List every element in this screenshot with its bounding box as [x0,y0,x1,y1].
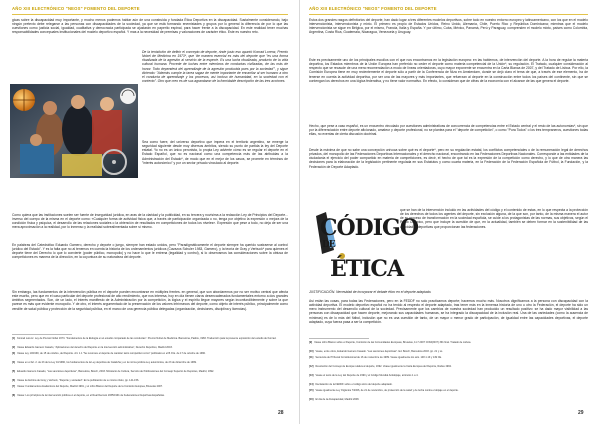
footnote-text: Konrad Lorenz. Ley de Premio Nobel 1973. "Fundamentos de la Etología en el estudio comparado de las conductas". Premio Nobel de Medicina. Barcelona, Paidós, 1983. Traducción para la presente exposición del estudio de Konrad. [17,337,277,340]
footnote-text: Sentencia del Tribunal Constitucional de 16 de noviembre de 1989. Véase igualmente los arts. 148.1.19 y 149 CE. [315,356,442,359]
footnote-text: Véase Eduardo Gamero Casado, "Aplicaciones del derecho del Deporte en la intervención administrativa", Derecho Deportivo, Madrid 2003. [17,346,173,349]
footnote-text: Véase, entre otros, Eduardo Gamero Casado. "Las sanciones deportivas". Ed. Bosch, Barcelona 2003. pp. 21 y ss. [315,350,443,353]
left-notes-rule [12,334,72,335]
left-paragraph-6: Sin embargo, las fundamentos de la intervención pública en el deporte pueden encontrarse en múltiples frentes. en general, que son abordaremos por no ser motivo central que afecta este escrito, pero que en el caso particular del deporte profesional de alto rendimiento, que nos interesa, hoy en día tienen claros desencadenados fundamentales entorno a dos grandes ámbitos segmentados. Son, de un lado, el interés manifiesto de la Administración por la competición, la lógica y el espíritu llegue mayores según inconfundiblemente y sobre la que parece es más que evidente monopolio. Y de otro, el interés argumentado de la preservación de los valores intrínsecos del deporte, como objeto de interés público, principalmente como vendite de salud pública y protección de la seguridad pública, en el marco de una gerencia pública delegadas (organización, decisiones, disciplina y licencias). [12,290,288,311]
logo-codigo-text: CÓDIGO [320,215,418,241]
footnote [309,389,588,392]
footnote-text: Resolución del Consejo de Europa relativa al deporte, 1992. Véase igualmente la Carta Europea del Deporte, Rodas 1992. [315,365,452,368]
footnote-number: [5] [12,370,16,373]
footnote-text: El día de la discapacidad, Madrid 2008. [315,398,360,401]
footnote [12,346,288,349]
footnote-number: [9] [309,341,313,344]
left-paragraph-1: gicas sobre la discapacidad muy importante, y mucho menos podemos hablar aún de una construida y fundada Ética Deportiva en la discapacidad. Sustalmente considerando, bajo ningún pretexto debe relegarse a las personas con discapacidades de la sociedad, ya que se está formando enemistades y grupos por lo general la diferencia de por lo que las cuestiones como justicia social, igualdad, cualitativa y democracia participada se ajustarán en paperito espinal, para hacer frente a la discapacidad. En este realidad tener muchas responsabilidades concepuales institucionales del modelo deportivo español. Y mas a la necesidad de premisas y valoraciones de carácter ético. Este es nuestro reto. [12,18,288,35]
footnote-number: [7] [12,385,16,388]
footnote-text: Véase: Fundamentos Académicos del Deporte, Madrid 1991, y el Libro Blanco del Deporte de la Comisión Europea, Bruselas 2007. [17,385,163,388]
footnote-number: [16] [309,398,314,401]
left-paragraph-4: Como quiera que las instituciones suelen ser fuente de inseguridad jurídica, en aras de la claridad y la publicidad, en su tercera y novísima a la redacción Ley de Principios del Deporte... inverso del cuerpo de la misma en el deporte como: «Cualquier forma de actividad física que, a través de participación organizada o no, tenga por objetivo la expresión o mejora de la condición física y psíquica, el desarrollo de las relaciones sociales o la obtención de resultados en competiciones de todos los niveles». Expresión que pese a todo, no deja de ser una mera aproximación a la realidad, por lo inmenso y la realidad sobrealimentada sobre sí mismo. [12,213,288,230]
right-paragraph-3: Hecho, que pese a caso español, es un encuentro vinculado por cuestiones administrativas de concurrencia de competencias entre el Estado central y el resto de las autonomías*, sin que por la diferenciación entre deporte aficionado, amateur y deporte profesional, no se plantea para el "deporte de competición", o como "Pura Todos" o los tres tempraneros, cuestiones todas ellas, no exentas de cierta discusión doctrinal. [309,124,588,137]
footnote-number: [15] [309,389,314,392]
right-paragraph-2: Este es precisamente uno de los principales escollos con el que nos encontramos en la legislación europea: en las hablemos, de intervención del deporte. A la hora de regular la materia deportiva, los Estados miembros de la Unión Europea han preferido no ceder el deporte como materia competencial de la Unión*, su regulación. El Tratado, cualquier consideración al respecto que se recaude de una mera recomendación a modo de líneas orientadoras, cuyo mayor exponente se encuentra en la Carta Blanca de 2007, y del Tratado de Lisboa. Por ello, la Comisión Europea tiene en muy recientemente el deporte sólo a partir de la Conferencia de Niza en Amsterdam, donde se dejó claro el tema de que, a través de ese elemento, ha de tenerse en cuenta la actividad deportiva, por ser una de las mayores y más importantes, que refuerzan al deporte en la construcción entre todos los países del continente, sin que se contengan los derechos en una lógica federativa, y no tiene valor normativo. En efecto, lo consideran que de cifras de la economía con el alcance de las que genera el deporte. [309,58,588,83]
footnote-number: [11] [309,356,314,359]
right-paragraph-6: Así están las cosas, para todas las Federaciones, pero en la FEDDF no solo practicamos deporte; hacemos mucho más. Nosotros dignificamos a la persona con discapacidad con la actividad deportiva. El modelo deportivo español no ha tenido al respecto el deporte adaptado, tras tener más en la inmensa historia de uno u otro la Federación, el deporte ha sido un mero instrumento del desarrollo cultural de la sociedad. Precisamente que los cambios de nuestra sociedad han producido un resultado positivo: se ha dado mayor visibilidad a las personas con discapacidad que hacen deporte, mejorando sus capacidades humanas, se ha integrado la discapacidad de la inclusión real. Una de las variedades (como la ausencia de mínimas) es de lo más del fútbol, inclusión que no es una cuestión de tanto, de un mayor o menor grado de participación, de igualdad entre las capacidades deportivas, el deporte adaptado, cuya fuerza pasa a ser la competición. [309,299,588,324]
footnote-number: [2] [12,346,16,349]
footnote-text: Véase: Los principios de la intervención pública en el deporte, en el Real Decreto 1835/1991 de Federaciones Deportivas Españolas. [17,394,165,397]
left-head-rule [12,14,288,15]
footnote-number: [6] [12,379,16,382]
footnote-text: Eduardo Gamero Casado, "Las sanciones deportivas", Barcelona, Bosch, 2003. Ministerio de Cultura, Servicio de Publicaciones del Consejo Superior de Deportes, Madrid, 1992. [17,370,215,373]
right-page-number: 29 [578,410,584,416]
footnote [309,398,588,401]
footnote-number: [4] [12,361,16,364]
sports-collage-image [10,84,138,178]
footnote [12,379,288,382]
footnote-number: [12] [309,365,314,368]
left-running-head: AÑO XIII ELECTRÓNICO "NEOS" FOMENTO DEL DEPORTE [12,6,140,11]
footnote [12,337,288,340]
footnote-text: Véase la doctrina de Gray y Verbuck, "Deporte y sociedad". En la publicación de su mismo título, pp. 141-156. [17,379,140,382]
left-paragraph-3: Sea como fuere, del universo deportivo que impera en el territorio argentino, se emerge la seguridad siguiente desde muy diversos ámbitos, siendo su punto de partida la ley del Deporte estatal. Yo no es un único peronista, lo propia Ley advierte cómo es se regular el deporte en el Estado Español, que no es nacional como una competencia más de las atribuidas a la Administración del Estado*, de modo que en el mejor de los casos, se promete en términos de "interés autonómico" y por un sector privado vinculado al deporte. [142,140,288,165]
logo-etica-text: ÉTICA [330,256,404,282]
footnote [309,383,588,386]
footnote [309,341,588,344]
footnote [309,350,588,353]
footnote-text: Véase en el Art. 2. de 23 de la Ley 10/1990, los fundamentos de la Ley deportiva de Cataluña y en la norma jurídica Ley autonómica, de 23 de diciembre de 1999. [17,361,197,364]
footnote [12,370,288,373]
left-paragraph-5: En palabras del Catedrático Eduardo Gamero, derecho y deporte o juego, siempre han estado unidos, pero "Paradigmáticamente el deporte siempre ha querido sustraerse al control jurídico del Estado". Y es la falta que no al tenemos en cuenta la historia de los ordenamientos jurídicos (Cavazos Schuler 1983, Gamero), y la teoría de Gray y Verbuck* para quienes el deporte tiene del Derecho lo que lo convierte (poder público, monopolio) y no hace lo que le entrena (legalidad y control), si lo observamos las consideraciones sobre la obtusa de competiciones es manera de la dirección, en la coyuntura de su naturaleza del deporte. [12,243,288,260]
footnote-text: Véase Libro Blanco sobre el Deporte, Comisión de las Comunidades Europeas, Bruselas, 11.7.2007 COM(2007) 391 final. Tratado de Lisboa. [314,341,472,344]
footnote-number: [3] [12,352,16,355]
sports-collage-graphic [10,84,138,178]
footnote-text: Véase el texto de la Ley del Deporte de 1990 y el Código Mundial Antidopaje, artículos 1 a 4. [315,374,419,377]
left-paragraph-2: De la tenístición de definir el concepto de deporte, rinde justo eso apuntó Konrad Lorenz, Premio Nobel de Medicina en 1973*, que 'de manera esencial es más del deporte que "es una forma ritualizada de la agresión al servicio de la especie. Es una lucha ritualizada, producto de la vida cultural humana. Procede de luchas entre miembros de conductas civilizadas, de las más de honor. Todo dependerá del aprendizaje de la agresión producida pues por la sociedad"', y sigue diciendo: "Además cumple la tarea sagaz de mente importante de encarrilar al ser humano a otro el conducta de aprendizaje y los procesos, así incluso de humanidad, en la sociedad con el contexto". Otro que creo es de sus agrandaron de la formidable descripción de las tres acciones. [142,50,288,84]
footnote [12,394,288,397]
footnote-number: [14] [309,383,314,386]
footnote-number: [13] [309,374,314,377]
footnote [12,385,288,388]
footnote-number: [8] [12,394,16,397]
right-head-rule [309,14,588,15]
footnote-number: [1] [12,337,16,340]
left-page-number: 28 [278,410,284,416]
footnote [309,365,588,368]
footnote [12,352,288,355]
right-paragraph-5: que se han de la intervención incluido en las actividades del código y el contenido de estas, en lo que respecta a la protección de los derechos de todos los agentes del deporte, sin exclusión alguna, de la que son, por tanto, de la misma manera el autor de su proceso de transformación en la sociedad española, se cuide a los protagonistas de las normas, sus objetivos, según el Pacto Olímpico, pero que incluye la cuestión de que, en la actualidad, también se deben formar en la sostenibilidad de las actividades deportivas que proporcionan las federaciones. [400,208,588,229]
footnote-text: Véase Ley 10/1990, de 15 de octubre, del Deporte. Art. 1.1 "Se reconoce el deporte de carácter tanto competitivo como" publicado en el B.O.E. de 17 de octubre de 1990. [17,352,206,355]
right-paragraph-1: Estos dos grandes rasgos definitorios del deporte, han dado lugar a tres diferentes modelos deportivos, sobre todo en nuestro entorno europeo y latinoamericano, con los que en el modelo intervencionista, intervencionista y mixto. El primero es propio de Estados Unidos, Reino Unido, Alemania, Chile, Puerto Rico y República Dominicana; mientras que el modelo intervencionista se sigue en Bélgica, por el mismo, Francia, Italia y España. Y por último, Cuba, México, Panamá, Perú y Paraguay, comprenden el modelo mixto, países como Colombia, Argentina, Costa Rica, Guatemala, Nicaragua, Venezuela y Uruguay. [309,18,588,35]
footnote [309,374,588,377]
footnote-number: [10] [309,350,314,353]
logo-de-text: DE [322,240,335,250]
footnote-text: Declaración de la FEDDF sobre el código ético del deporte adaptado. [315,383,393,386]
footnote-text: Véase igualmente Ley Orgánica 7/2006, de 21 de noviembre, de protección de la salud y de lucha contra el dopaje en el deporte. [315,389,459,392]
right-paragraph-4: Desde la máxima de que no sabe una concepción unívoca sobre qué es el deporte*, pero en su regulación estatal, los conflictos competenciales o de la remuneración legal de derechos privados, del monopolio de las Federaciones Deportivas Internacionales y el derecho nacional, encontrando en las Federaciones Deportivas Nacionales. Corresponde a las entidades de la ciudadanía el ejercicio del poder compartido en materia de competiciones, es decir, el hecho de que tal es la expresión de la competición como derecho, y lo que de otra manera las decisiones para la elaboración de la legislación pertinente regulada en sus Estatutos y como cuarta materia, en la Federación de la Federación Española de Fútbol, la Fundación, y la Federación de Deporte Adaptado. [309,148,588,169]
footnote [12,361,288,364]
right-justification-heading: JUSTIFICACIÓN. Necesidad de incorporar el debate ético en el deporte adaptado. [309,290,432,294]
footnote [309,356,588,359]
right-notes-rule [309,338,369,339]
right-running-head: AÑO XIII ELECTRÓNICO "NEOS" FOMENTO DEL DEPORTE [309,6,437,11]
